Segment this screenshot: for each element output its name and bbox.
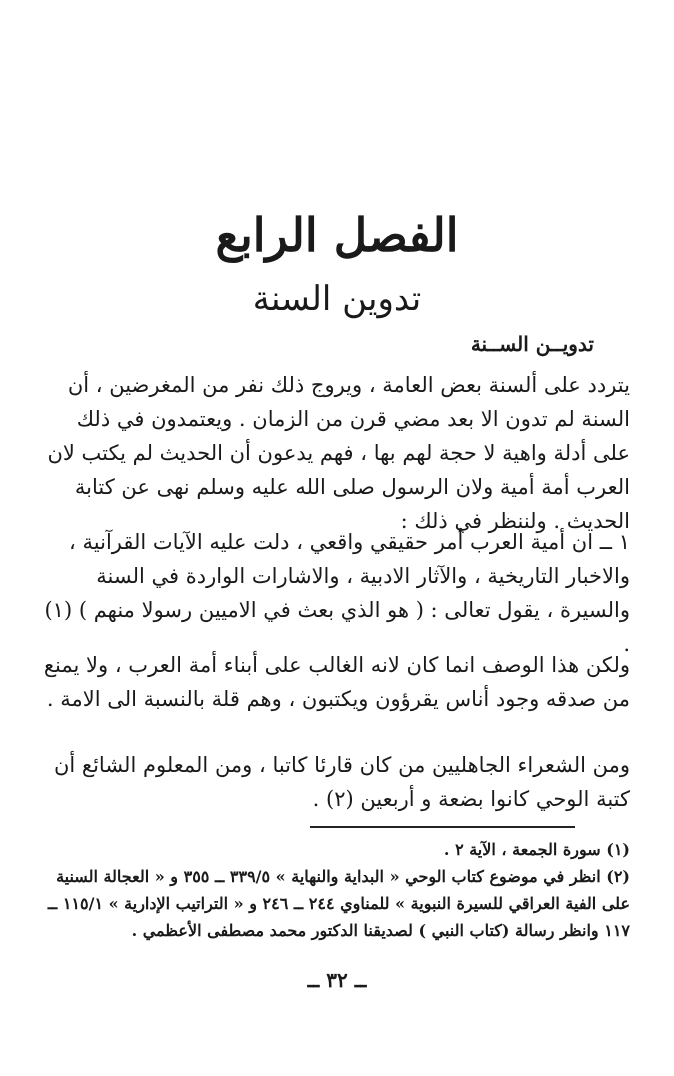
chapter-title: الفصل الرابع [215, 208, 459, 262]
footnote-divider [310, 826, 575, 828]
footnote: (١) سورة الجمعة ، الآية ٢ . [443, 840, 630, 859]
footnote: (٢) انظر في موضوع كتاب الوحي « البداية والنهاية » ٣٣٩/٥ ــ ٣٥٥ و « العجالة السنية على الفية العراقي للسيرة النبوية » للمناوي ٢٤٤ ــ ٢٤٦ و « التراتيب الإدارية » ١١٥/١ ــ ١١٧ وانظر رسالة (كتاب النبي ) لصديقنا الدكتور محمد مصطفى الأعظمي . [47, 867, 630, 940]
section-heading: تدويــن الســنة [470, 332, 594, 356]
footnotes [40, 836, 630, 944]
body-paragraph: يتردد على ألسنة بعض العامة ، ويروج ذلك نفر من المغرضين ، أن السنة لم تدون الا بعد مضي قرن من الزمان . ويعتمدون في ذلك على أدلة واهية لا حجة لهم بها ، فهم يدعون أن الحديث لم يكتب لان العرب أمة أمية ولان الرسول صلى الله عليه وسلم نهى عن كتابة الحديث . ولننظر في ذلك : [47, 373, 630, 533]
chapter-subtitle: تدوين السنة [252, 279, 422, 319]
body-paragraph: ولكن هذا الوصف انما كان لانه الغالب على أبناء أمة العرب ، ولا يمنع من صدقه وجود أناس يقرؤون ويكتبون ، وهم قلة بالنسبة الى الامة . [43, 653, 630, 711]
page-number: ــ ٣٢ ــ [307, 968, 367, 992]
body-paragraph: ومن الشعراء الجاهليين من كان قارئا كاتبا ، ومن المعلوم الشائع أن كتبة الوحي كانوا بضعة و أربعين (٢) . [53, 753, 630, 811]
body-paragraph: ١ ــ ان أمية العرب أمر حقيقي واقعي ، دلت عليه الآيات القرآنية ، والاخبار التاريخية ، والآثار الادبية ، والاشارات الواردة في السنة والسيرة ، يقول تعالى : ( هو الذي بعث في الاميين رسولا منهم ) (١) . [44, 530, 630, 656]
